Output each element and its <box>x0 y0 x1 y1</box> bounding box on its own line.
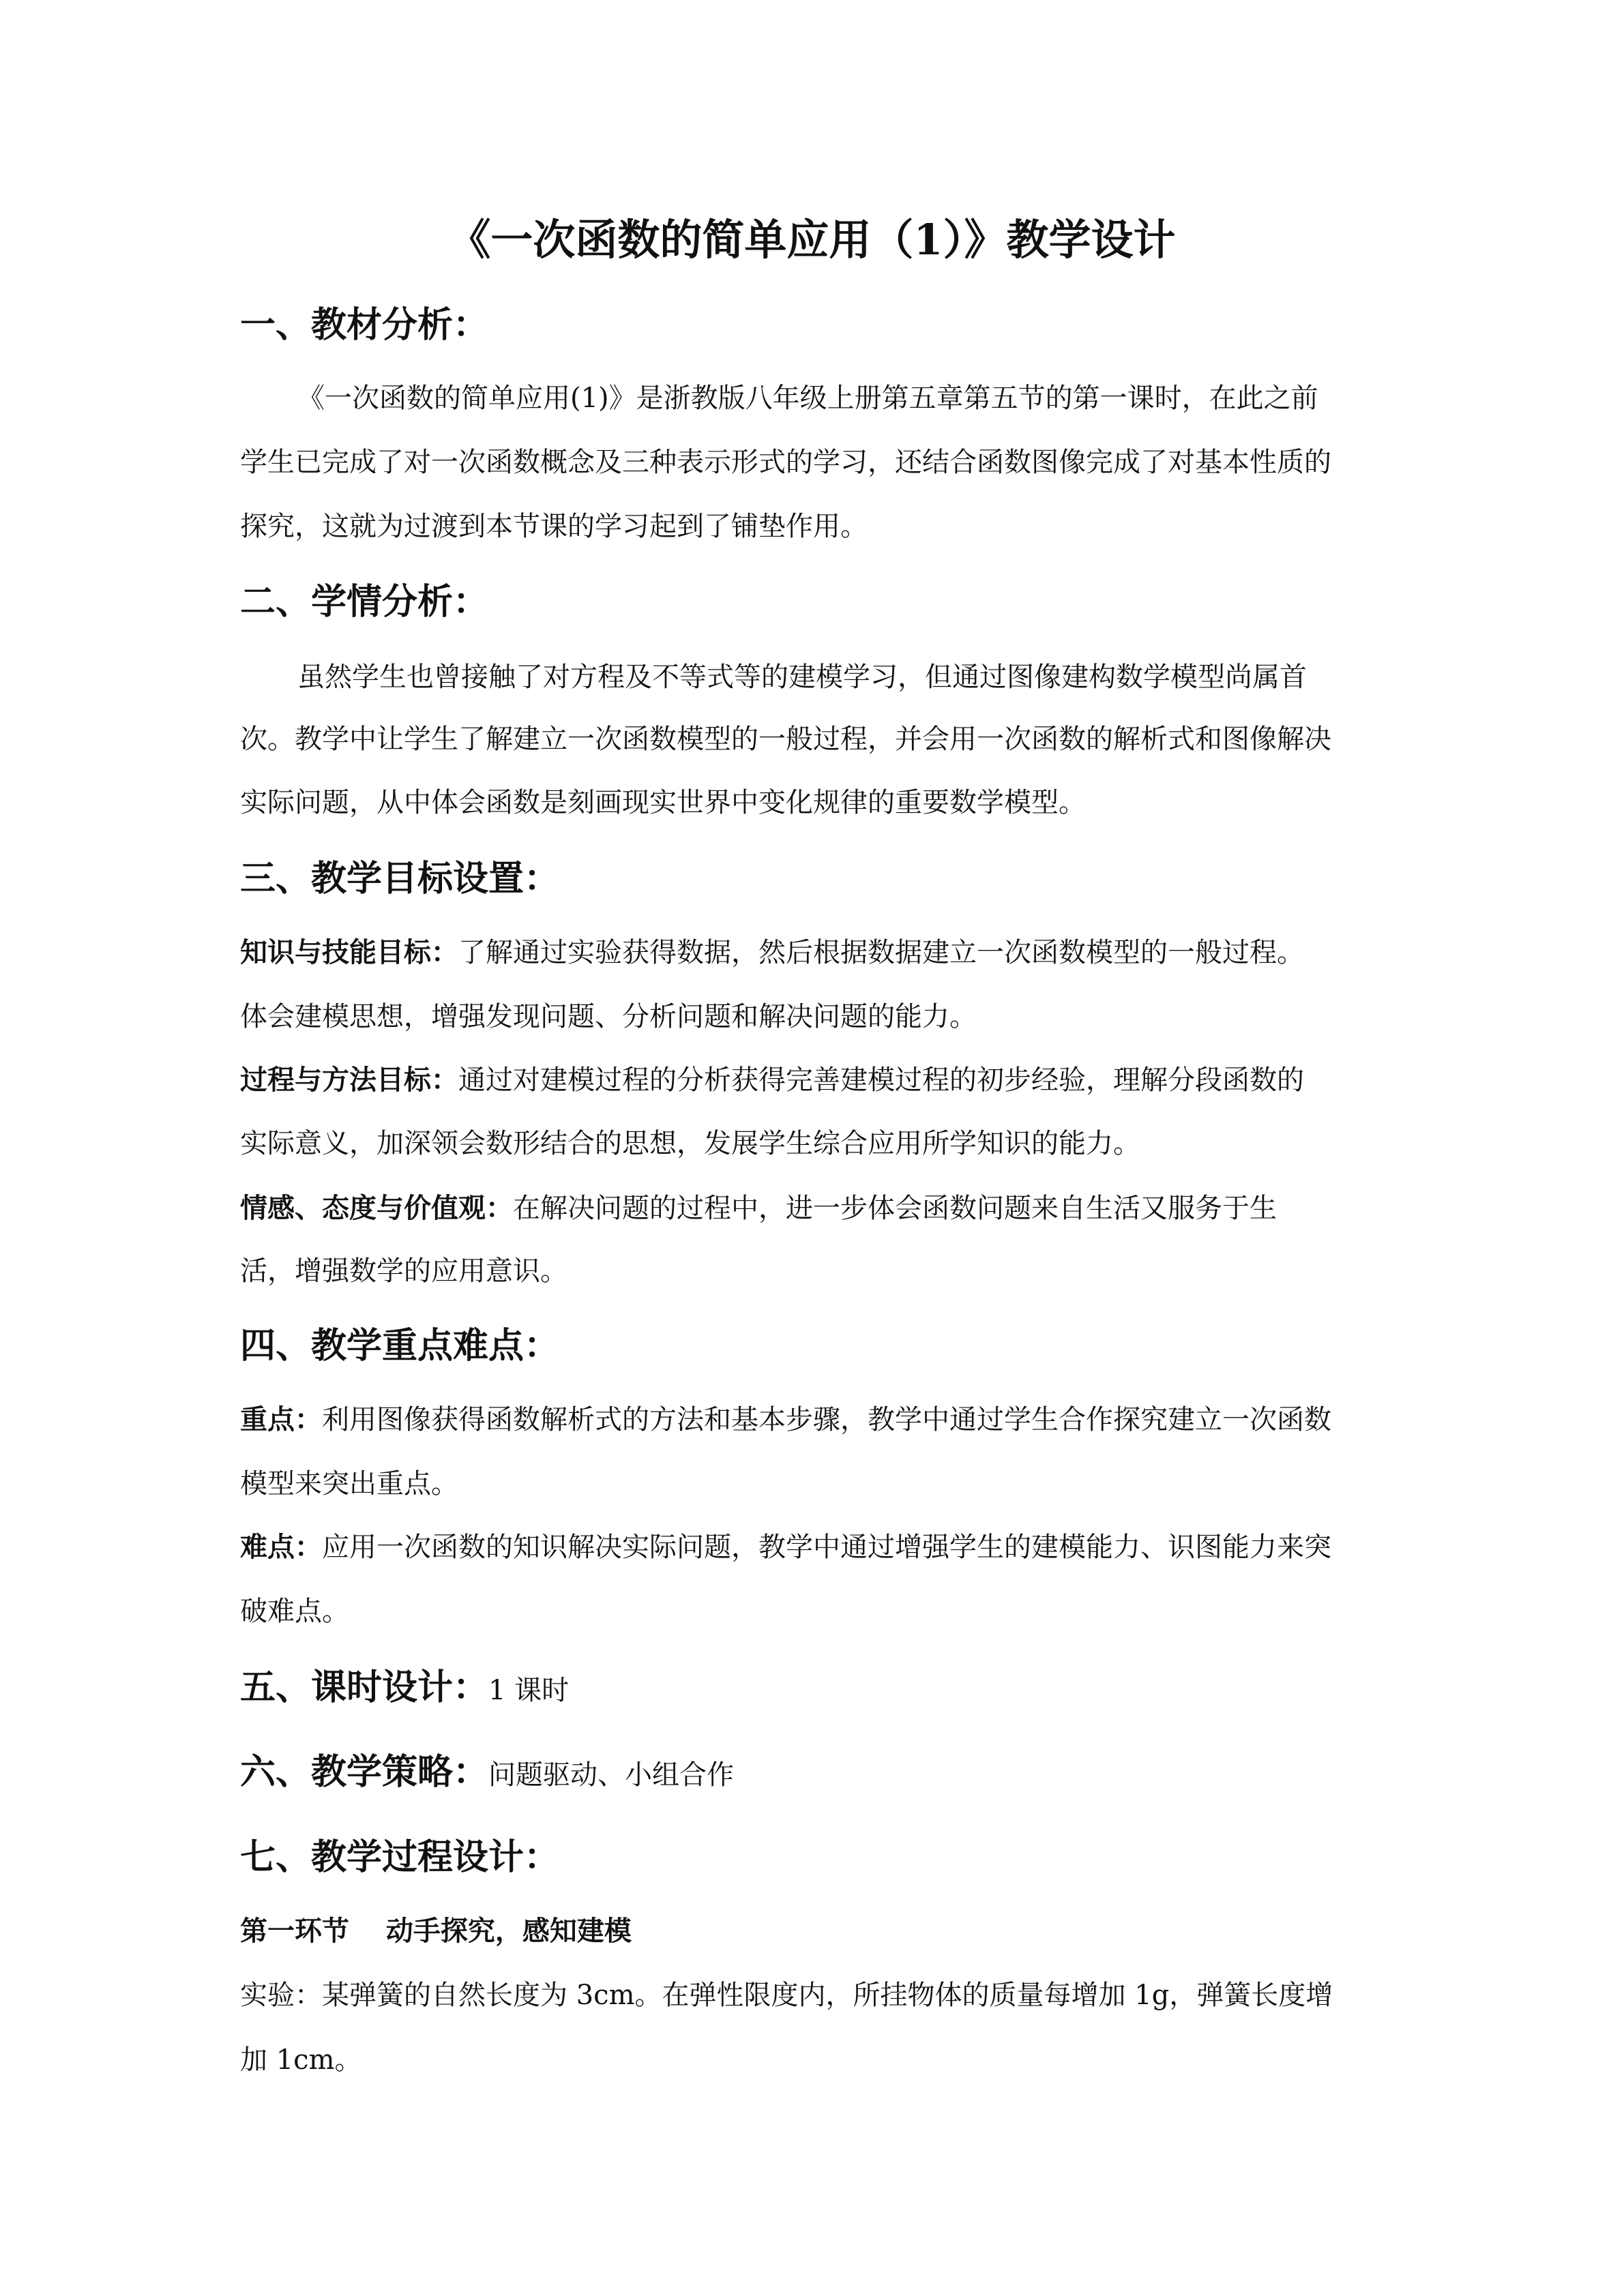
section-heading-student-analysis: 二、学情分析： <box>240 581 489 623</box>
paragraph-line: 体会建模思想，增强发现问题、分析问题和解决问题的能力。 <box>240 1001 977 1032</box>
key-point-label: 重点： <box>240 1403 322 1435</box>
section-heading-class-hours <box>240 1665 569 1714</box>
objective-process-label: 过程与方法目标： <box>240 1064 458 1096</box>
difficulty-label: 难点： <box>240 1531 322 1563</box>
class-hours-label: 五、课时设计： <box>240 1667 489 1708</box>
paragraph-line: 活，增强数学的应用意识。 <box>240 1255 567 1287</box>
section-heading-key-difficulties: 四、教学重点难点： <box>240 1325 560 1367</box>
objective-process-line <box>240 1062 1304 1098</box>
paragraph-line: 虽然学生也曾接触了对方程及不等式等的建模学习，但通过图像建构数学模型尚属首 <box>297 661 1307 693</box>
objective-emotion-label: 情感、态度与价值观： <box>240 1192 513 1224</box>
paragraph-line: 实际意义，加深领会数形结合的思想，发展学生综合应用所学知识的能力。 <box>240 1128 1140 1159</box>
objective-process-text: 通过对建模过程的分析获得完善建模过程的初步经验，理解分段函数的 <box>458 1064 1304 1096</box>
paragraph-line: 加 1cm。 <box>240 2044 362 2076</box>
paragraph-line: 破难点。 <box>240 1596 349 1627</box>
difficulty-text: 应用一次函数的知识解决实际问题，教学中通过增强学生的建模能力、识图能力来突 <box>322 1532 1331 1563</box>
section-heading-teaching-process: 七、教学过程设计： <box>240 1836 560 1878</box>
subsection-heading-text: 第一环节 动手探究，感知建模 <box>240 1915 632 1947</box>
paragraph-line: 实验：某弹簧的自然长度为 3cm。在弹性限度内，所挂物体的质量每增加 1g，弹簧长度增 <box>240 1980 1333 2011</box>
section-heading-textbook-analysis: 一、教材分析： <box>240 304 489 346</box>
objective-knowledge-line <box>240 935 1304 970</box>
paragraph-line: 次。教学中让学生了解建立一次函数模型的一般过程，并会用一次函数的解析式和图像解决 <box>240 724 1331 755</box>
paragraph-line: 学生已完成了对一次函数概念及三种表示形式的学习，还结合函数图像完成了对基本性质的 <box>240 447 1331 478</box>
teaching-strategy-value: 问题驱动、小组合作 <box>488 1759 735 1791</box>
objective-emotion-line <box>240 1191 1277 1226</box>
document-title: 《一次函数的简单应用（1）》教学设计 <box>448 215 1176 265</box>
subsection-heading <box>240 1913 632 1949</box>
key-point-text: 利用图像获得函数解析式的方法和基本步骤，教学中通过学生合作探究建立一次函数 <box>322 1404 1331 1435</box>
objective-emotion-text: 在解决问题的过程中，进一步体会函数问题来自生活又服务于生 <box>513 1193 1277 1224</box>
section-heading-teaching-strategy <box>240 1749 734 1798</box>
section-heading-teaching-objectives: 三、教学目标设置： <box>240 858 560 899</box>
objective-knowledge-label: 知识与技能目标： <box>240 936 458 968</box>
class-hours-value: 1 课时 <box>488 1675 570 1706</box>
objective-knowledge-text: 了解通过实验获得数据，然后根据数据建立一次函数模型的一般过程。 <box>458 937 1304 968</box>
paragraph-line: 探究，这就为过渡到本节课的学习起到了铺垫作用。 <box>240 511 868 542</box>
teaching-strategy-label: 六、教学策略： <box>240 1751 489 1793</box>
paragraph-line: 实际问题，从中体会函数是刻画现实世界中变化规律的重要数学模型。 <box>240 787 1086 818</box>
paragraph-line: 《一次函数的简单应用(1)》是浙教版八年级上册第五章第五节的第一课时，在此之前 <box>297 383 1318 414</box>
difficulty-line <box>240 1530 1331 1565</box>
paragraph-line: 模型来突出重点。 <box>240 1468 458 1500</box>
key-point-line <box>240 1402 1331 1437</box>
